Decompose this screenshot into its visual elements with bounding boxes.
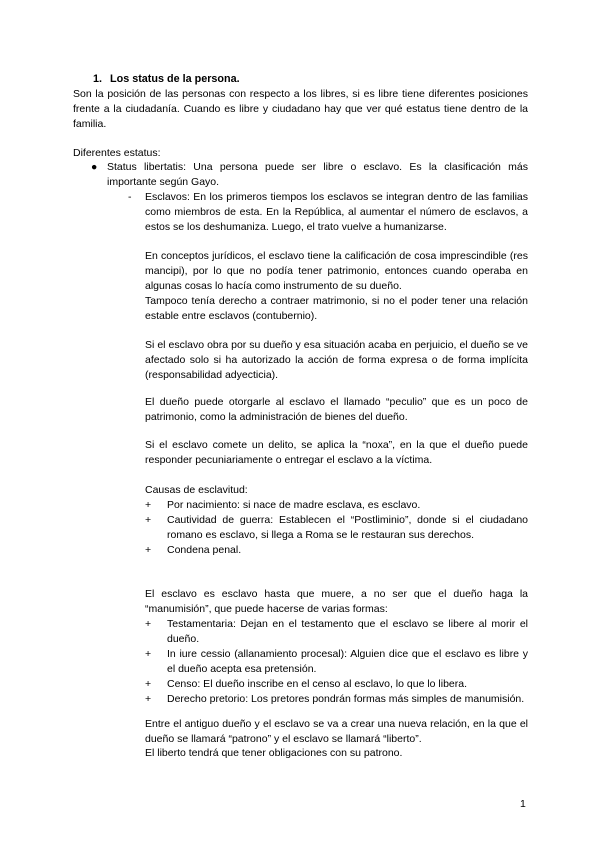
- plus-icon: +: [145, 648, 152, 660]
- causas-title: Causas de esclavitud:: [145, 484, 248, 496]
- list-item-text: Cautividad de guerra: Establecen el “Postliminio”, donde si el ciudadano romano es esclavo, si llega a Roma se le restauran sus derechos.: [167, 514, 528, 541]
- plus-icon: +: [145, 514, 152, 526]
- diferentes-label: Diferentes estatus:: [73, 147, 161, 159]
- plus-icon: +: [145, 678, 152, 690]
- plus-icon: +: [145, 618, 152, 630]
- heading-title: Los status de la persona.: [110, 73, 240, 85]
- plus-icon: +: [145, 693, 152, 705]
- noxa-paragraph: Si el esclavo comete un delito, se aplica la “noxa”, en la que el dueño puede responder pecuniariamente o entregar el esclavo a la víctima.: [145, 439, 528, 466]
- peculio-paragraph: El dueño puede otorgarle al esclavo el llamado “peculio” que es un poco de patrimonio, como la administración de bienes del dueño.: [145, 396, 528, 423]
- manumision-paragraph: El esclavo es esclavo hasta que muere, a no ser que el dueño haga la “manumisión”, que puede hacerse de varias formas:: [145, 588, 528, 615]
- responsabilidad-paragraph: Si el esclavo obra por su dueño y esa situación acaba en perjuicio, el dueño se ve afectado solo si ha autorizado la acción de forma expresa o de forma implícita (responsabilidad adyecticia).: [145, 339, 528, 381]
- list-item-text: In iure cessio (allanamiento procesal): Alguien dice que el esclavo es libre y el dueño acepta esa pretensión.: [167, 648, 528, 675]
- list-item: [145, 647, 528, 677]
- list-item: [145, 498, 528, 513]
- list-item-text: Por nacimiento: si nace de madre esclava, es esclavo.: [167, 499, 421, 511]
- causas-list: [145, 498, 528, 558]
- list-item-text: Censo: El dueño inscribe en el censo al esclavo, lo que lo libera.: [167, 678, 468, 690]
- patrono-paragraph: Entre el antiguo dueño y el esclavo se va a crear una nueva relación, en la que el dueño se llamará “patrono” y el esclavo se llamará “liberto”.: [145, 718, 528, 745]
- formas-list: [145, 617, 528, 707]
- bullet-icon: ●: [91, 161, 98, 173]
- esclavos-paragraph: Esclavos: En los primeros tiempos los esclavos se integran dentro de las familias como miembros de esta. En la República, al aumentar el número de esclavos, a estos se los deshumaniza. Luego, el trato vuelve a humanizarse.: [145, 191, 528, 233]
- list-item: [145, 513, 528, 543]
- list-item-text: Derecho pretorio: Los pretores pondrán formas más simples de manumisión.: [167, 693, 525, 705]
- list-item: [145, 677, 528, 692]
- conceptos-paragraph: En conceptos jurídicos, el esclavo tiene la calificación de cosa imprescindible (res mancipi), por lo que no podía tener patrimonio, entonces cuando operaba en algunas cosas lo hacía como instrumento de su dueño.: [145, 250, 528, 292]
- plus-icon: +: [145, 499, 152, 511]
- list-item: [145, 543, 528, 558]
- list-item-text: Testamentaria: Dejan en el testamento que el esclavo se libere al morir el dueño.: [167, 618, 528, 645]
- list-item: [145, 692, 528, 707]
- liberto-paragraph: El liberto tendrá que tener obligaciones con su patrono.: [145, 747, 403, 759]
- list-item-text: Condena penal.: [167, 544, 242, 556]
- heading-number: 1.: [93, 73, 103, 85]
- tampoco-paragraph: Tampoco tenía derecho a contraer matrimonio, si no el poder tener una relación estable entre esclavos (contubernio).: [145, 295, 528, 322]
- intro-paragraph: Son la posición de las personas con respecto a los libres, si es libre tiene diferentes posiciones frente a la ciudadanía. Cuando es libre y ciudadano hay que ver qué estatus tiene dentro de la familia.: [73, 88, 528, 130]
- list-item: [145, 617, 528, 647]
- plus-icon: +: [145, 544, 152, 556]
- page-number: 1: [520, 798, 526, 810]
- bullet-status-libertatis: Status libertatis: Una persona puede ser libre o esclavo. Es la clasificación más importante según Gayo.: [107, 161, 528, 188]
- section-heading: [93, 72, 240, 87]
- dash-icon: -: [128, 191, 132, 203]
